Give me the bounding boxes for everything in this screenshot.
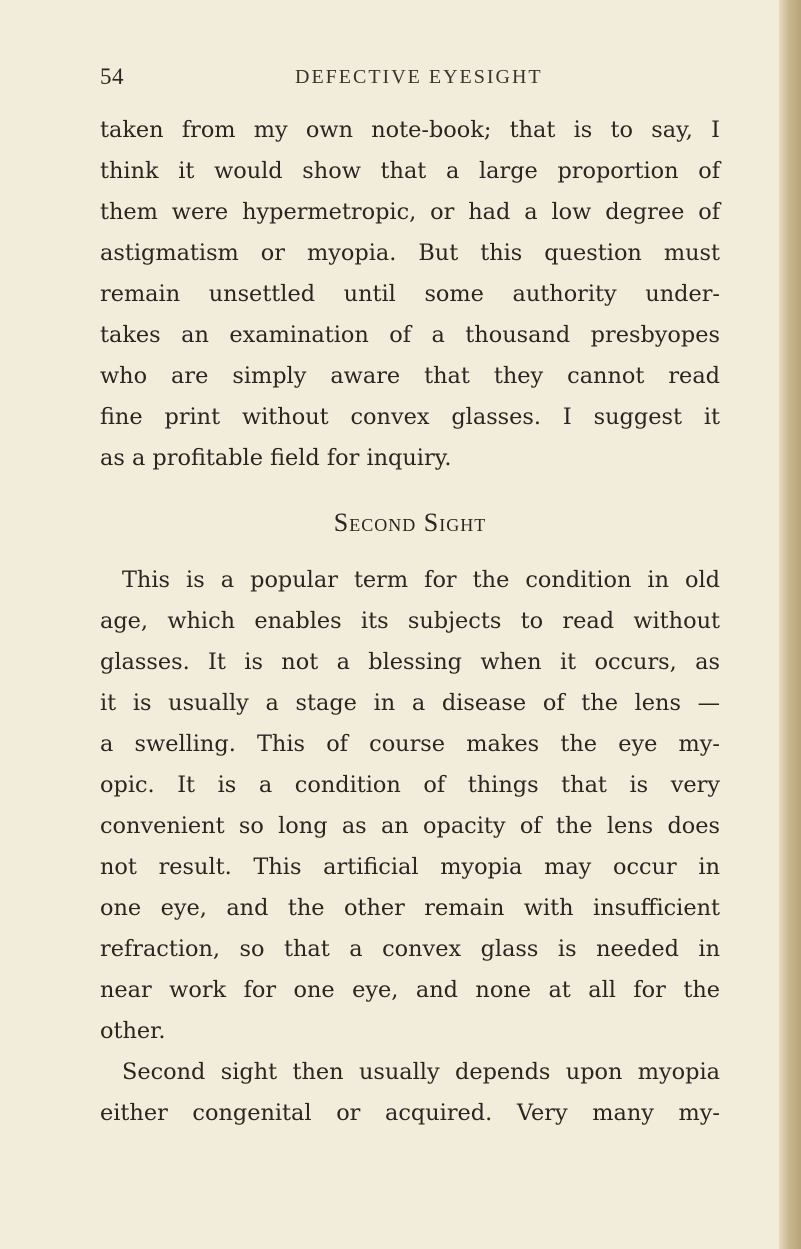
text-line: remain unsettled until some authority under-: [100, 281, 720, 307]
text-line: convenient so long as an opacity of the lens does: [100, 813, 720, 839]
text-line: a swelling. This of course makes the eye my-: [100, 731, 720, 757]
text-line: who are simply aware that they cannot read: [100, 363, 720, 389]
text-line: as a profitable field for inquiry.: [100, 445, 452, 471]
text-line: one eye, and the other remain with insufficient: [100, 895, 720, 921]
text-line: glasses. It is not a blessing when it occurs, as: [100, 649, 720, 675]
text-line: think it would show that a large proportion of: [100, 158, 720, 184]
text-line: taken from my own note-book; that is to say, I: [100, 117, 720, 143]
text-line: near work for one eye, and none at all for the: [100, 977, 720, 1003]
running-head: [100, 64, 720, 94]
section-heading: Second Sight: [333, 508, 487, 537]
text-line: other.: [100, 1018, 166, 1044]
page-edge-shadow: [779, 0, 801, 1249]
text-line: not result. This artificial myopia may occur in: [100, 854, 720, 880]
paragraph-3: [100, 1052, 720, 1134]
text-line: age, which enables its subjects to read without: [100, 608, 720, 634]
page-number: 54: [100, 64, 124, 89]
running-title: DEFECTIVE EYESIGHT: [295, 66, 543, 88]
text-line: This is a popular term for the condition in old: [122, 567, 720, 593]
text-line: Second sight then usually depends upon myopia: [122, 1059, 720, 1085]
text-line: it is usually a stage in a disease of the lens —: [100, 690, 720, 716]
paragraph-2: [100, 560, 720, 1052]
text-line: takes an examination of a thousand presbyopes: [100, 322, 720, 348]
text-line: refraction, so that a convex glass is needed in: [100, 936, 720, 962]
paragraph-1: [100, 110, 720, 479]
text-line: them were hypermetropic, or had a low degree of: [100, 199, 720, 225]
text-line: astigmatism or myopia. But this question must: [100, 240, 720, 266]
text-line: opic. It is a condition of things that is very: [100, 772, 720, 798]
text-line: either congenital or acquired. Very many my-: [100, 1100, 720, 1126]
text-line: fine print without convex glasses. I suggest it: [100, 404, 720, 430]
